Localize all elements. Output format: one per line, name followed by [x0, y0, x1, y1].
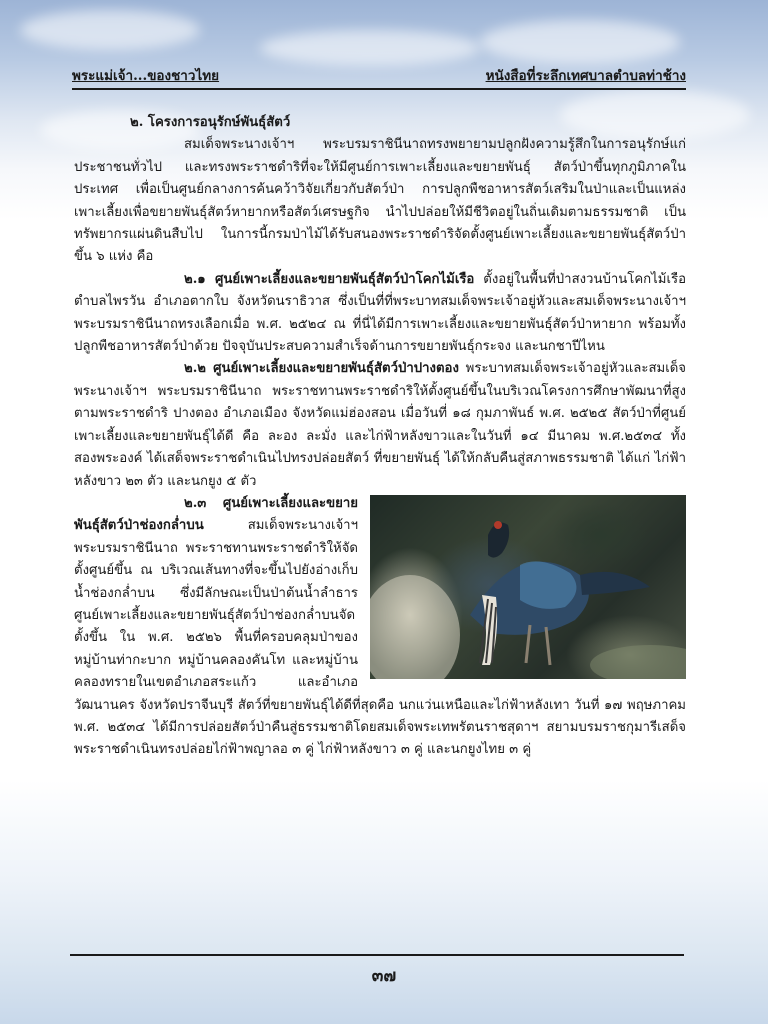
item-title-3: ๒.๓ ศูนย์เพาะเลี้ยงและขยายพันธุ์สัตว์ป่าช่องกล่ำบน [74, 495, 358, 534]
item-paragraph-1 [74, 269, 686, 359]
item-body-2: พระบาทสมเด็จพระเจ้าอยู่หัวและสมเด็จพระนางเจ้าฯ พระบรมราชินีนาถ พระราชทานพระราชดำริให้ตั้งศูนย์ขึ้นในบริเวณโครงการศึกษาพัฒนาที่สูงตามพระราชดำริ ปางตอง อำเภอเมือง จังหวัดแม่ฮ่องสอน เมื่อวันที่ ๑๘ กุมภาพันธ์ พ.ศ. ๒๕๒๕ สัตว์ป่าที่ศูนย์เพาะเลี้ยงและขยายพันธุ์ได้ดี คือ ละอง ละมั่ง และไก่ฟ้าหลังขาวและในวันที่ ๑๔ มีนาคม พ.ศ.๒๕๓๔ ทั้งสองพระองค์ ได้เสด็จพระราชดำเนินไปทรงปล่อยสัตว์ ที่ขยายพันธุ์ ได้ให้กลับคืนสู่สภาพธรรมชาติ ได้แก่ ไก่ฟ้าหลังขาว ๒๓ ตัว และนกยูง ๕ ตัว [74, 361, 686, 489]
pheasant-illustration [370, 495, 686, 679]
page-number: ๓๗ [371, 966, 397, 986]
item-title-1: ๒.๑ ศูนย์เพาะเลี้ยงและขยายพันธุ์สัตว์ป่าโคกไม้เรือ [184, 271, 475, 287]
item-title-2: ๒.๒ ศูนย์เพาะเลี้ยงและขยายพันธุ์สัตว์ป่าปางตอง [184, 361, 459, 377]
pheasant-photo [370, 495, 686, 679]
intro-paragraph: สมเด็จพระนางเจ้าฯ พระบรมราชินีนาถทรงพยายามปลูกฝังความรู้สึกในการอนุรักษ์แก่ประชาชนทั่วไป และทรงพระราชดำริที่จะให้มีศูนย์การเพาะเลี้ยงและขยายพันธุ์ สัตว์ป่าขึ้นทุกภูมิภาคในประเทศ เพื่อเป็นศูนย์กลางการค้นคว้าวิจัยเกี่ยวกับสัตว์ป่า การปลูกพืชอาหารสัตว์เสริมในป่าและเป็นแหล่งเพาะเลี้ยงเพื่อขยายพันธุ์สัตว์หายากหรือสัตว์เศรษฐกิจ นำไปปล่อยให้มีชีวิตอยู่ในถิ่นเดิมตามธรรมชาติ เป็นทรัพยากรแผ่นดินสืบไป ในการนี้กรมป่าไม้ได้รับสนองพระราชดำริจัดตั้งศูนย์เพาะเลี้ยงและขยายพันธุ์สัตว์ป่าขึ้น ๖ แห่ง คือ [74, 137, 686, 265]
item-paragraph-2 [74, 358, 686, 492]
footer-rule [70, 954, 684, 956]
item-body-1: ตั้งอยู่ในพื้นที่ป่าสงวนบ้านโคกไม้เรือตำบลไพรวัน อำเภอตากใบ จังหวัดนราธิวาส ซึ่งเป็นที่ที่พระบาทสมเด็จพระเจ้าอยู่หัวและสมเด็จพระนางเจ้าฯ พระบรมราชินีนาถทรงเลือกเมื่อ พ.ศ. ๒๕๒๔ ณ ที่นี่ได้มีการเพาะเลี้ยงและขยายพันธุ์สัตว์ป่าหายาก พร้อมทั้งปลูกพืชอาหารสัตว์ป่าด้วย ปัจจุบันประสบความสำเร็จด้านการขยายพันธุ์กระจง และนกชาปีไหน [74, 271, 686, 355]
page-header [72, 66, 686, 90]
header-book-title: พระแม่เจ้า...ของชาวไทย [72, 68, 220, 84]
header-publisher: หนังสือที่ระลึกเทศบาลตำบลท่าช้าง [485, 68, 686, 84]
sky-cloud [480, 20, 680, 64]
item-body-3: สมเด็จพระนางเจ้าฯ พระบรมราชินีนาถ พระราชทานพระราชดำริให้จัดตั้งศูนย์ขึ้น ณ บริเวณเส้นทางที่จะขึ้นไปยังอ่างเก็บน้ำช่องกล่ำบน ซึ่งมีลักษณะเป็นป่าต้นน้ำลำธาร ศูนย์เพาะเลี้ยงและขยายพันธุ์สัตว์ป่าช่องกล่ำบนจัดตั้งขึ้น ใน พ.ศ. ๒๕๒๖ พื้นที่ครอบคลุมป่าของหมู่บ้านท่ากะบาก หมู่บ้านคลองคันโท และหมู่บ้านคลองทรายในเขตอำเภอสระแก้ว และอำเภอวัฒนานคร จังหวัดปราจีนบุรี สัตว์ที่ขยายพันธุ์ได้ดีที่สุดคือ นกแว่นเหนือและไก่ฟ้าหลังเทา วันที่ ๑๗ พฤษภาคม พ.ศ. ๒๕๓๔ ได้มีการปล่อยสัตว์ป่าคืนสู่ธรรมชาติโดยสมเด็จพระเทพรัตนราชสุดาฯ สยามบรมราชกุมารีเสด็จพระราชดำเนินทรงปล่อยไก่ฟ้าพญาลอ ๓ คู่ ไก่ฟ้าหลังขาว ๓ คู่ และนกยูงไทย ๓ คู่ [74, 518, 686, 758]
sky-cloud [20, 10, 200, 50]
section-heading: ๒. โครงการอนุรักษ์พันธุ์สัตว์ [130, 115, 291, 130]
article-body [74, 112, 686, 762]
sky-cloud [260, 30, 480, 66]
